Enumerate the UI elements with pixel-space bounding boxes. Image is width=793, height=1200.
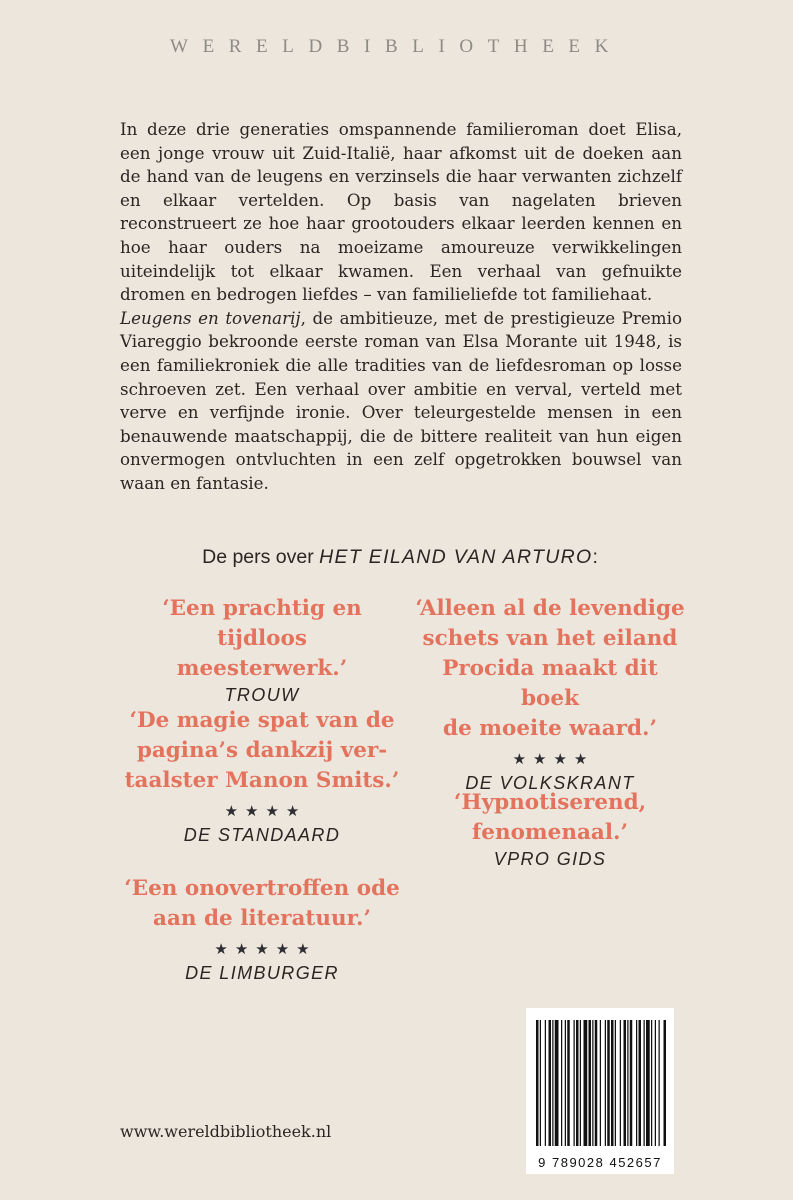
publisher-name: WERELDBIBLIOTHEEK [170,36,623,57]
quote-line: meesterwerk.’ [176,656,348,681]
barcode-bar [639,1020,642,1146]
website-url: www.wereldbibliotheek.nl [120,1122,332,1141]
barcode-bar [589,1020,592,1146]
barcode-bar [651,1020,652,1146]
quote-source: DE VOLKSKRANT [465,773,635,793]
blurb-paragraph-1: In deze drie generaties omspannende familieroman doet Elisa, een jonge vrouw uit Zuid-Italië, haar afkomst uit de doeken aan de hand van de leugens en verzinsels die haar verwanten zichzelf en elkaar vertelden. Op basis van nagelaten brieven reconstrueert ze hoe haar grootouders elkaar leerden kennen en hoe haar ouders na moeizame amoureuze verwikkelingen uiteindelijk tot elkaar kwamen. Een verhaal van gefnuikte dromen en bedrogen liefdes – van familieliefde tot familiehaat. [120,119,682,305]
quote-source: DE STANDAARD [183,825,341,845]
press-heading [120,546,680,569]
barcode-bar [607,1020,610,1146]
barcode-bar [646,1020,650,1146]
barcode-bar [624,1020,627,1146]
quote-trouw [120,594,404,706]
barcode-bar [540,1020,541,1146]
quote-text [120,706,404,796]
barcode-bar [644,1020,645,1146]
quote-standaard [120,706,404,846]
star-rating: ★★★★★ [214,940,317,958]
barcode-bar [620,1020,621,1146]
quote-source: TROUW [224,685,300,705]
quote-text [120,874,404,934]
barcode-bar [664,1020,667,1146]
isbn-number: 9 789028 452657 [538,1155,662,1170]
barcode-bar [555,1020,559,1146]
barcode-bar [636,1020,637,1146]
quote-line: aan de literatuur.’ [153,906,371,931]
quote-line: ‘Alleen al de levendige [415,596,685,621]
quote-line: ‘Een prachtig en tijdloos [162,596,362,651]
press-heading-intro: De pers over [202,546,320,568]
barcode-bar [536,1020,539,1146]
barcode-bar [565,1020,566,1146]
quote-line: ‘Een onovertroffen ode [124,876,400,901]
blurb-paragraph-2-text: , de ambitieuze, met de prestigieuze Premio Viareggio bekroonde eerste roman van Elsa Morante uit 1948, is een familiekroniek die alle tradities van de liefdesroman op losse schroeven zet. Een verhaal over ambitie en verval, verteld met verve en verfijnde ironie. Over teleurgestelde mensen in een benauwende maatschappij, die de bittere realiteit van hun eigen onvermogen ontvluchten in een zelf opgetrokken bouwsel van waan en fantasie. [120,307,682,493]
blurb [120,118,682,496]
blurb-paragraph-2 [120,307,682,496]
barcode-bar [659,1020,660,1146]
quote-text [412,594,688,744]
press-heading-book: HET EILAND VAN ARTURO [319,546,593,568]
barcode-bar [611,1020,614,1146]
barcode-bar [574,1020,575,1146]
quote-text [412,788,688,848]
quote-line: de moeite waard.’ [443,716,657,741]
barcode-bars [526,1008,674,1174]
barcode-bar [595,1020,598,1146]
quote-line: ‘Hypnotiserend, [453,790,647,815]
quote-source: DE LIMBURGER [185,963,339,983]
star-rating: ★★★★ [224,802,307,820]
quote-line: taalster Manon Smits.’ [124,768,400,793]
quote-line: Procida maakt dit boek [442,656,658,711]
barcode-bar [600,1020,601,1146]
barcode-bar [630,1020,633,1146]
barcode-bar [576,1020,579,1146]
book-title: Leugens en tovenarij [120,307,301,328]
barcode-bar [545,1020,546,1146]
barcode-bar [605,1020,606,1146]
quote-line: schets van het eiland [422,626,678,651]
barcode-bar [552,1020,553,1146]
quote-line: ‘De magie spat van de [129,708,395,733]
barcode-bar [592,1020,593,1146]
quote-line: pagina’s dankzij ver- [136,738,388,763]
barcode-bar [655,1020,656,1146]
barcode-bar [549,1020,552,1146]
barcode-bar [615,1020,616,1146]
press-heading-colon: : [592,546,598,568]
barcode-bar [561,1020,562,1146]
quote-line: fenomenaal.’ [472,820,628,845]
barcode-bar [627,1020,628,1146]
quote-vpro [412,788,688,870]
barcode-bar [580,1020,581,1146]
barcode-bar [584,1020,588,1146]
quote-limburger [120,874,404,984]
quote-volkskrant [412,594,688,794]
quote-text [120,594,404,684]
quote-source: VPRO GIDS [493,849,607,869]
barcode [526,1008,674,1174]
barcode-bar [567,1020,570,1146]
star-rating: ★★★★ [512,750,595,768]
